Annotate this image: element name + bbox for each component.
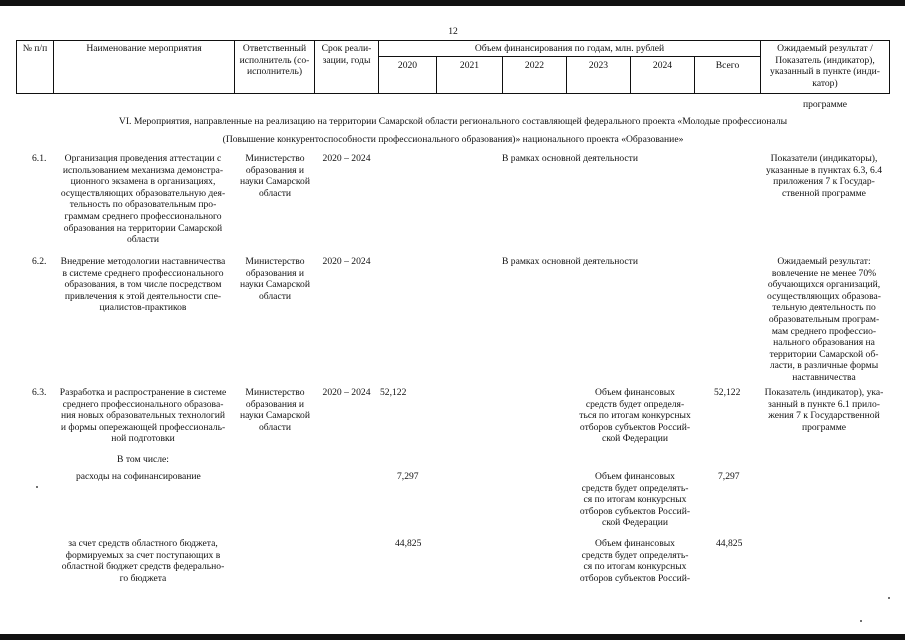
- row-value-2021: 7,297: [397, 471, 419, 482]
- header-col-name: Наименование мероприятия: [86, 43, 202, 54]
- page-number: 12: [448, 26, 458, 37]
- row-financing-note: В рамках основной деятельности: [501, 153, 639, 164]
- row-responsible: Министерство образования и науки Самарской области: [240, 153, 310, 199]
- row-term: 2020 – 2024: [322, 387, 371, 398]
- including-label: В том числе:: [117, 454, 169, 465]
- row-financing-note: Объем финансовых средств будет определя- ться по итогам конкурсных отборов субъектов Россий- ской Федерации: [579, 387, 691, 445]
- scan-speck: [860, 620, 862, 622]
- header-total: Всего: [715, 60, 740, 71]
- row-value-2020: 52,122: [380, 387, 407, 398]
- row-total: 7,297: [718, 471, 740, 482]
- row-name: расходы на софинансирование: [76, 471, 201, 482]
- section-title-line-1: VI. Мероприятия, направленные на реализацию на территории Самарской области регионального составляющей федерального проекта «Молодые профессионалы: [118, 116, 788, 127]
- header-year-2024: 2024: [652, 60, 673, 71]
- header-col-num: № п/п: [22, 43, 48, 54]
- row-name: Организация проведения аттестации с использованием механизма демонстра- ционного экзамена в организациях, осуществляющих образовательную дея- тельность по образовательным про- граммам среднего профессионального образования на территории Самарской области: [60, 153, 226, 246]
- row-total: 52,122: [714, 387, 741, 398]
- row-result: Показатель (индикатор), ука- занный в пункте 6.1 прило- жения 7 к Государственной программе: [764, 387, 884, 433]
- top-border: [0, 0, 905, 6]
- section-title-line-2: (Повышение конкурентоспособности профессионального образования)» национального проекта «Образование»: [222, 134, 684, 145]
- header-col-term: Срок реали- зации, годы: [321, 43, 372, 66]
- bottom-border: [0, 634, 905, 640]
- row-result: Ожидаемый результат: вовлечение не менее 70% обучающихся организаций, осуществляющих образова- тельную деятельность по образовательным програм- мам среднего профессио- нального образования на территории Самарской об- ласти, в различные формы наставничества: [767, 256, 881, 383]
- header-year-2022: 2022: [524, 60, 545, 71]
- header-col-resp: Ответственный исполнитель (со- исполнитель): [239, 43, 310, 78]
- row-term: 2020 – 2024: [322, 153, 371, 164]
- scan-speck: [36, 486, 38, 488]
- row-number: 6.1.: [32, 153, 47, 164]
- row-total: 44,825: [716, 538, 743, 549]
- row-financing-note: В рамках основной деятельности: [501, 256, 639, 267]
- row-name: Разработка и распространение в системе среднего профессионального образова- ния новых образовательных технологий и формы опережающей профессиональ- ной подготовки: [59, 387, 227, 445]
- row-name: Внедрение методологии наставничества в системе среднего профессионального образования, в том числе посредством привлечения к этой деятельности спе- циалистов-практиков: [60, 256, 226, 314]
- row-name: за счет средств областного бюджета, формируемых за счет поступающих в областной бюджет средств федерально- го бюджета: [61, 538, 225, 584]
- row-responsible: Министерство образования и науки Самарской области: [240, 256, 310, 302]
- header-year-2021: 2021: [459, 60, 480, 71]
- row-number: 6.2.: [32, 256, 47, 267]
- header-col-financing: Объем финансирования по годам, млн. рублей: [474, 43, 665, 54]
- header-year-2023: 2023: [588, 60, 609, 71]
- row-term: 2020 – 2024: [322, 256, 371, 267]
- row-number: 6.3.: [32, 387, 47, 398]
- header-col-result: Ожидаемый результат / Показатель (индикатор), указанный в пункте (инди- катор): [770, 43, 880, 89]
- row-responsible: Министерство образования и науки Самарской области: [240, 387, 310, 433]
- row-value-2021: 44,825: [395, 538, 422, 549]
- row-financing-note: Объем финансовых средств будет определять- ся по итогам конкурсных отборов субъектов Россий- ской Федерации: [579, 471, 691, 529]
- header-year-2020: 2020: [397, 60, 418, 71]
- scan-speck: [888, 597, 890, 599]
- row-result: Показатели (индикаторы), указанные в пунктах 6.3, 6.4 приложения 7 к Государ- ственной программе: [765, 153, 883, 199]
- carryover-text: программе: [802, 99, 848, 110]
- row-financing-note: Объем финансовых средств будет определять- ся по итогам конкурсных отборов субъектов Россий-: [579, 538, 691, 584]
